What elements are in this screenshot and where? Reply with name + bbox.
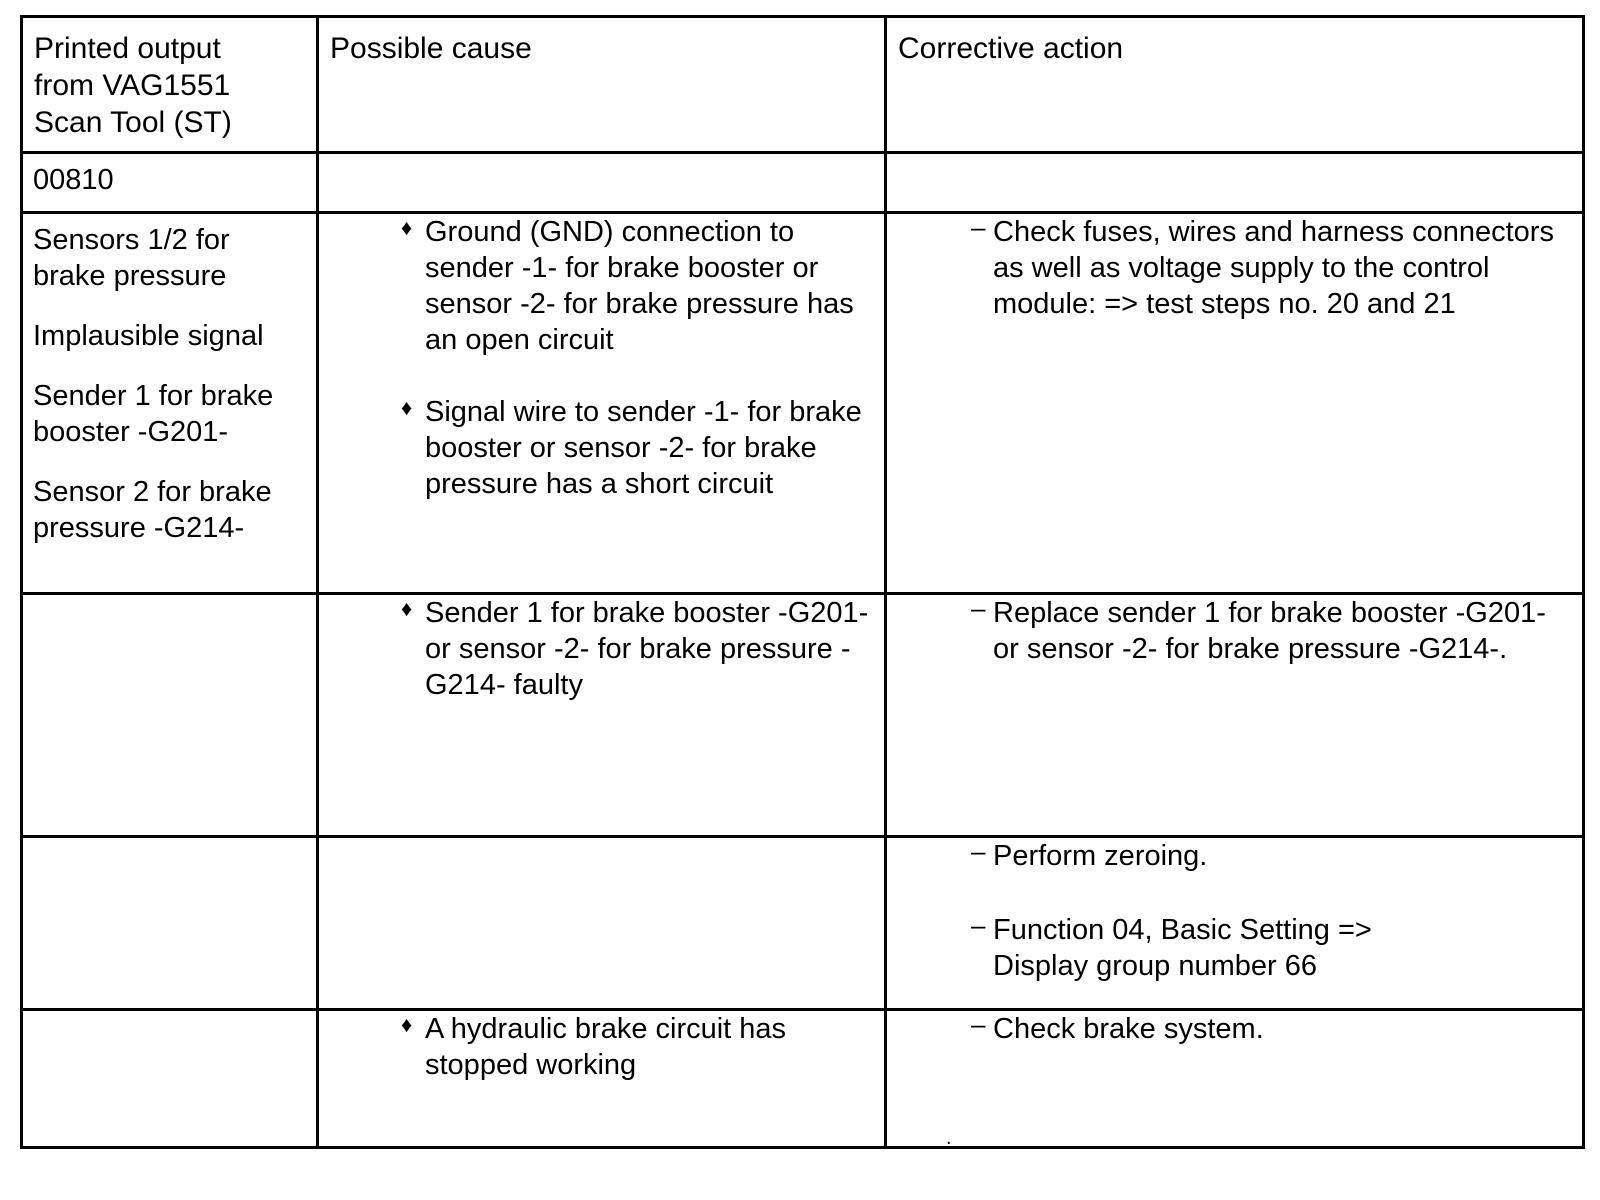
table-row <box>22 1010 1584 1148</box>
bullet-icon: ♦ <box>401 1012 413 1037</box>
trailing-dot: . <box>946 1127 952 1149</box>
empty-cell <box>22 837 318 1010</box>
header-possible-cause <box>318 17 886 153</box>
dash-icon: – <box>971 212 986 242</box>
dash-icon: – <box>971 836 986 866</box>
diagnostic-table <box>20 15 1585 1149</box>
dash-icon: – <box>971 593 986 623</box>
action-item <box>887 838 1582 874</box>
table-row <box>22 837 1584 1010</box>
dash-icon: – <box>971 1009 986 1039</box>
cause-text: Ground (GND) connection to sender -1- for brake booster or sensor -2- for brake pressure has an open circuit <box>425 216 854 356</box>
possible-cause-cell <box>318 1010 886 1148</box>
action-item <box>887 912 1433 984</box>
header-row <box>22 17 1584 153</box>
action-text: Function 04, Basic Setting => Display group number 66 <box>993 914 1372 982</box>
empty-cell <box>22 1010 318 1148</box>
header-printed-output-label: Printed output from VAG1551 Scan Tool (ST) <box>34 32 232 139</box>
header-printed-output <box>22 17 318 153</box>
header-possible-cause-label: Possible cause <box>330 32 532 65</box>
action-item <box>887 595 1582 667</box>
cause-text: Signal wire to sender -1- for brake booster or sensor -2- for brake pressure has a short circuit <box>425 396 862 500</box>
empty-cell <box>318 837 886 1010</box>
header-corrective-action-label: Corrective action <box>898 32 1124 65</box>
bullet-icon: ♦ <box>401 215 413 240</box>
action-text: Perform zeroing. <box>993 840 1208 872</box>
corrective-action-cell <box>886 837 1584 1010</box>
possible-cause-cell <box>318 594 886 837</box>
fault-description-line: Sender 1 for brake booster -G201- <box>33 380 274 448</box>
fault-description-line: Sensor 2 for brake pressure -G214- <box>33 476 272 544</box>
fault-code-cell <box>22 153 318 213</box>
corrective-action-cell <box>886 213 1584 594</box>
empty-cell <box>22 594 318 837</box>
cause-text: A hydraulic brake circuit has stopped working <box>425 1013 787 1081</box>
fault-description-line: Sensors 1/2 for brake pressure <box>33 224 230 292</box>
dash-icon: – <box>971 910 986 940</box>
corrective-action-cell <box>886 594 1584 837</box>
possible-cause-cell <box>318 213 886 594</box>
cause-item <box>319 1011 835 1083</box>
fault-code: 00810 <box>33 164 114 196</box>
bullet-icon: ♦ <box>401 395 413 420</box>
fault-code-row <box>22 153 1584 213</box>
cause-item <box>319 214 884 358</box>
action-item <box>887 1011 1582 1047</box>
cause-text: Sender 1 for brake booster -G201- or sensor -2- for brake pressure -G214- faulty <box>425 597 869 701</box>
header-corrective-action <box>886 17 1584 153</box>
action-item <box>887 214 1582 322</box>
bullet-icon: ♦ <box>401 596 413 621</box>
fault-description-cell <box>22 213 318 594</box>
empty-cell <box>318 153 886 213</box>
fault-description-line: Implausible signal <box>33 320 264 352</box>
table-row <box>22 213 1584 594</box>
empty-cell <box>886 153 1584 213</box>
corrective-action-cell <box>886 1010 1584 1148</box>
action-text: Replace sender 1 for brake booster -G201- or sensor -2- for brake pressure -G214-. <box>993 597 1546 665</box>
action-text: Check brake system. <box>993 1013 1264 1045</box>
table-row <box>22 594 1584 837</box>
cause-item <box>319 595 884 703</box>
action-text: Check fuses, wires and harness connectors as well as voltage supply to the control module: => test steps no. 20 and 21 <box>993 216 1554 320</box>
cause-item <box>319 394 884 502</box>
